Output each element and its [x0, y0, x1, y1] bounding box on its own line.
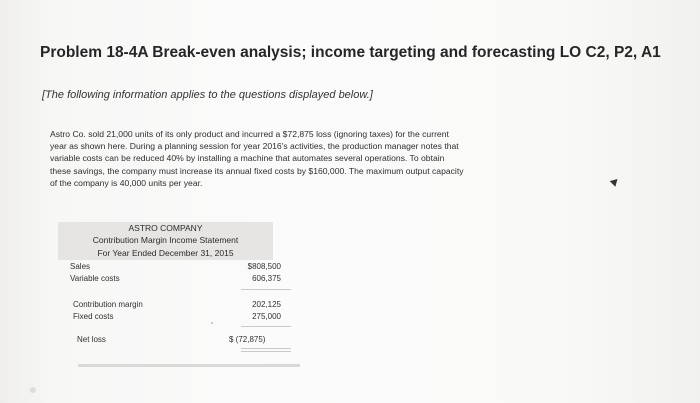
- double-rule-bottom: [241, 351, 291, 352]
- net-loss-label: Net loss: [77, 335, 106, 344]
- contribution-margin-label: Contribution margin: [73, 300, 143, 309]
- fixed-costs-label: Fixed costs: [73, 312, 114, 321]
- variable-costs-label: Variable costs: [70, 274, 120, 283]
- page-edge-mark: [30, 387, 36, 393]
- description-line: these savings, the company must increase its annual fixed costs by $160,000. The maximum output capacity: [50, 165, 464, 176]
- description-line: year as shown here. During a planning session for year 2016's activities, the production manager notes that: [50, 141, 459, 152]
- double-rule-top: [241, 348, 291, 349]
- net-loss-value: $ (72,875): [229, 335, 266, 344]
- total-rule: [241, 326, 291, 327]
- mouse-cursor-icon: [610, 176, 621, 187]
- problem-description: [50, 128, 550, 189]
- statement-bottom-rule: [78, 364, 300, 367]
- variable-costs-value: 606,375: [252, 274, 281, 283]
- company-name: ASTRO COMPANY: [128, 223, 203, 233]
- sales-label: Sales: [70, 262, 91, 271]
- subtotal-rule: [241, 289, 291, 290]
- contribution-margin-value: 202,125: [252, 300, 281, 309]
- statement-header: [58, 222, 273, 260]
- fixed-costs-value: 275,000: [252, 312, 281, 321]
- sales-value: $808,500: [247, 262, 281, 271]
- description-line: variable costs can be reduced 40% by installing a machine that automates several operations. To obtain: [50, 153, 445, 164]
- income-statement: [58, 222, 303, 372]
- problem-title: Problem 18-4A Break-even analysis; income targeting and forecasting LO C2, P2, A1: [40, 44, 661, 61]
- description-line: of the company is 40,000 units per year.: [50, 177, 203, 188]
- instruction-note: [The following information applies to the questions displayed below.]: [42, 89, 373, 101]
- description-line: Astro Co. sold 21,000 units of its only product and incurred a $72,875 loss (ignoring taxes) for the current: [50, 129, 449, 139]
- statement-period: For Year Ended December 31, 2015: [97, 247, 234, 258]
- divider-dot: [211, 322, 213, 324]
- statement-name: Contribution Margin Income Statement: [92, 235, 239, 246]
